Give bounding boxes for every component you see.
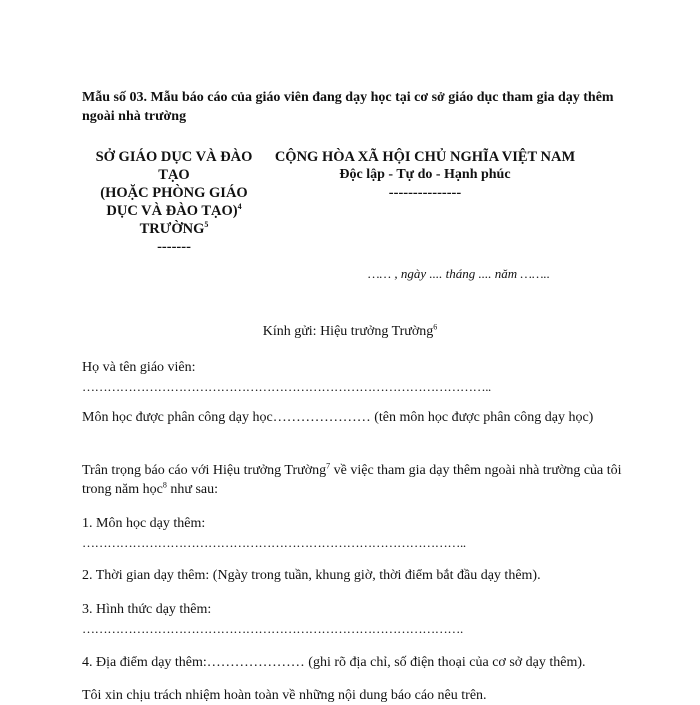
national-title: CỘNG HÒA XÃ HỘI CHỦ NGHĨA VIỆT NAM: [274, 149, 576, 165]
closing-statement: Tôi xin chịu trách nhiệm hoàn toàn về những nội dung báo cáo nêu trên.: [82, 688, 487, 703]
item-3-dots: ……………………………………………………………………………….: [82, 621, 463, 636]
footnote-7: 7: [326, 461, 331, 471]
report-intro: Trân trọng báo cáo với Hiệu trưởng Trường$^7$ về việc tham gia dạy thêm ngoài nhà trường của tôi trong năm học$^8$ như sau:: [82, 461, 622, 497]
footnote-8: 8: [162, 480, 167, 490]
agency-line-2: (HOẶC PHÒNG GIÁO DỤC VÀ ĐÀO TẠO)$^4$: [100, 185, 248, 219]
item-2: 2. Thời gian dạy thêm: (Ngày trong tuần, khung giờ, thời điểm bắt đầu dạy thêm).: [82, 568, 541, 583]
footnote-6: 6: [433, 322, 438, 332]
subject-assigned: Môn học được phân công dạy học………………… (tên môn học được phân công dạy học): [82, 410, 594, 425]
issuing-agency-header: [84, 148, 264, 256]
footnote-4: 4: [237, 202, 242, 212]
teacher-name-label: Họ và tên giáo viên:: [82, 360, 196, 375]
national-motto: Độc lập - Tự do - Hạnh phúc: [339, 167, 511, 182]
agency-divider: -------: [157, 239, 191, 255]
greeting: Kính gửi: Hiệu trưởng Trường$^6$: [262, 322, 438, 339]
agency-line-1: SỞ GIÁO DỤC VÀ ĐÀO TẠO: [95, 149, 253, 183]
item-1-dots: ………………………………………………………………………………..: [82, 535, 466, 550]
form-title: Mẫu số 03. Mẫu báo cáo của giáo viên đang dạy học tại cơ sở giáo dục tham gia dạy thêm ngoài nhà trường: [82, 90, 614, 124]
date-line: …… , ngày .... tháng .... năm ……..: [368, 266, 551, 281]
item-3-label: 3. Hình thức dạy thêm:: [82, 602, 212, 617]
agency-line-3: TRƯỜNG$^5$: [139, 220, 209, 237]
teacher-name-dots: ……………………………………………………………………………………..: [82, 379, 491, 394]
item-1-label: 1. Môn học dạy thêm:: [82, 516, 206, 531]
footnote-5: 5: [204, 220, 209, 230]
national-header: [265, 148, 585, 202]
item-4: 4. Địa điểm dạy thêm:………………… (ghi rõ địa chỉ, số điện thoại của cơ sở dạy thêm).: [82, 655, 586, 670]
national-divider: ---------------: [388, 185, 462, 201]
